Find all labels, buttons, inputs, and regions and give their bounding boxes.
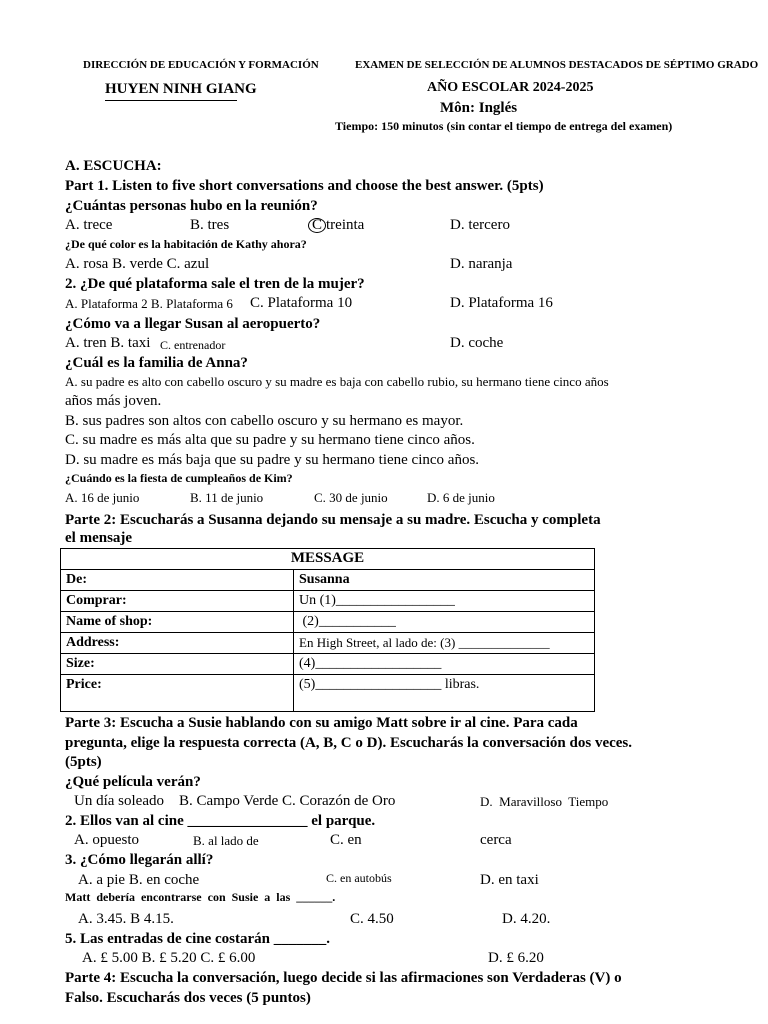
p1-q1-c (308, 217, 364, 234)
p1-q2-d: D. naranja (450, 256, 513, 272)
p3-q2-c: C. en (330, 832, 362, 848)
table-row (61, 612, 595, 633)
p3-q2-text: 2. Ellos van al cine ________________ el parque. (65, 813, 376, 829)
p1-q1-a: A. trece (65, 217, 113, 233)
p1-q2-abc: A. rosa B. verde C. azul (65, 256, 210, 272)
p1-q3-d: D. Plataforma 16 (450, 295, 553, 311)
p1-q4-d: D. coche (450, 335, 504, 351)
p1-q5-d: D. su madre es más baja que su padre y su hermano tiene cinco años. (65, 452, 480, 468)
table-row-value: (2)___________ (294, 612, 595, 633)
p1-q6-c: C. 30 de junio (314, 490, 388, 505)
message-table-heading: MESSAGE (61, 549, 595, 570)
section-a-heading: A. ESCUCHA: (65, 158, 162, 174)
p1-q5-a1: A. su padre es alto con cabello oscuro y su madre es baja con cabello rubio, su hermano tiene cinco años (65, 374, 609, 389)
table-row (61, 570, 595, 591)
p3-q4-text: Matt debería encontrarse con Susie a las ______. (65, 890, 336, 904)
p1-q2-text: ¿De qué color es la habitación de Kathy ahora? (65, 237, 307, 251)
table-row (61, 654, 595, 675)
part2-title-line1: Parte 2: Escucharás a Susanna dejando su mensaje a su madre. Escucha y completa (65, 512, 601, 528)
table-row-label: Comprar: (61, 591, 294, 612)
p1-q1-c-text: treinta (326, 217, 365, 233)
table-row-value: Susanna (294, 570, 595, 591)
p3-q4-c: C. 4.50 (350, 911, 394, 927)
district-underline (105, 100, 237, 101)
time-limit: Tiempo: 150 minutos (sin contar el tiempo de entrega del examen) (335, 119, 673, 133)
p3-q2-a: A. opuesto (74, 832, 139, 848)
exam-title: EXAMEN DE SELECCIÓN DE ALUMNOS DESTACADOS DE SÉPTIMO GRADO (355, 59, 759, 71)
table-row-label: Address: (61, 633, 294, 654)
p3-q1-text: ¿Qué película verán? (65, 774, 201, 790)
p1-q1-b: B. tres (190, 217, 230, 233)
table-row-value: (5)__________________ libras. (294, 675, 595, 712)
part4-title-line2: Falso. Escucharás dos veces (5 puntos) (65, 990, 311, 1006)
table-row-value: En High Street, al lado de: (3) ______________ (294, 633, 595, 654)
table-row-label: De: (61, 570, 294, 591)
p3-q3-d: D. en taxi (480, 872, 539, 888)
p1-q3-text: 2. ¿De qué plataforma sale el tren de la mujer? (65, 276, 365, 292)
p1-q1-text: ¿Cuántas personas hubo en la reunión? (65, 198, 318, 214)
table-row-label: Size: (61, 654, 294, 675)
district-name: HUYEN NINH GIANG (105, 81, 257, 97)
table-row-label: Price: (61, 675, 294, 712)
table-row-value: Un (1)_________________ (294, 591, 595, 612)
school-year: AÑO ESCOLAR 2024-2025 (427, 80, 594, 95)
p3-q1-d: D. Maravilloso Tiempo (480, 794, 609, 809)
part3-title-line3: (5pts) (65, 754, 102, 770)
p3-q4-ab: A. 3.45. B 4.15. (78, 911, 174, 927)
p3-q3-ab: A. a pie B. en coche (78, 872, 200, 888)
p1-q6-b: B. 11 de junio (190, 490, 264, 505)
message-table-heading-row (61, 549, 595, 570)
table-row-label: Name of shop: (61, 612, 294, 633)
p1-q5-b: B. sus padres son altos con cabello oscuro y su hermano es mayor. (65, 413, 464, 429)
p3-q1-abc: Un día soleado B. Campo Verde C. Corazón de Oro (74, 793, 396, 809)
part3-title-line1: Parte 3: Escucha a Susie hablando con su amigo Matt sobre ir al cine. Para cada (65, 715, 578, 731)
p3-q2-b: B. al lado de (193, 833, 259, 848)
part1-title: Part 1. Listen to five short conversations and choose the best answer. (5pts) (65, 178, 544, 194)
p3-q2-d: cerca (480, 832, 512, 848)
p3-q4-d: D. 4.20. (502, 911, 551, 927)
p1-q3-ab: A. Plataforma 2 B. Plataforma 6 (65, 296, 233, 311)
subject: Môn: Inglés (440, 100, 518, 116)
p1-q4-text: ¿Cómo va a llegar Susan al aeropuerto? (65, 316, 321, 332)
table-row-value: (4)__________________ (294, 654, 595, 675)
part4-title-line1: Parte 4: Escucha la conversación, luego decide si las afirmaciones son Verdaderas (V) o (65, 970, 622, 986)
p1-q6-text: ¿Cuándo es la fiesta de cumpleaños de Kim? (65, 471, 293, 485)
p1-q5-text: ¿Cuál es la familia de Anna? (65, 355, 248, 371)
p1-q3-c: C. Plataforma 10 (250, 295, 353, 311)
message-table (60, 548, 595, 712)
p1-q5-c: C. su madre es más alta que su padre y su hermano tiene cinco años. (65, 432, 475, 448)
p1-q6-a: A. 16 de junio (65, 490, 140, 505)
part3-title-line2: pregunta, elige la respuesta correcta (A, B, C o D). Escucharás la conversación dos veces. (65, 735, 633, 751)
p3-q3-text: 3. ¿Cómo llegarán allí? (65, 852, 214, 868)
p3-q3-c: C. en autobús (326, 871, 392, 885)
p1-q5-a2: años más joven. (65, 393, 162, 409)
dept-name: DIRECCIÓN DE EDUCACIÓN Y FORMACIÓN (83, 59, 319, 71)
p1-q1-d: D. tercero (450, 217, 510, 233)
p1-q6-d: D. 6 de junio (427, 490, 495, 505)
table-row (61, 675, 595, 712)
p3-q5-d: D. £ 6.20 (488, 950, 544, 966)
p3-q5-text: 5. Las entradas de cine costarán _______. (65, 931, 330, 947)
p3-q5-abc: A. £ 5.00 B. £ 5.20 C. £ 6.00 (82, 950, 256, 966)
circled-answer-mark: C (308, 218, 326, 233)
p1-q4-ab: A. tren B. taxi (65, 335, 151, 351)
table-row (61, 591, 595, 612)
table-row (61, 633, 595, 654)
part2-title-line2: el mensaje (65, 530, 133, 546)
p1-q4-c: C. entrenador (160, 338, 226, 352)
